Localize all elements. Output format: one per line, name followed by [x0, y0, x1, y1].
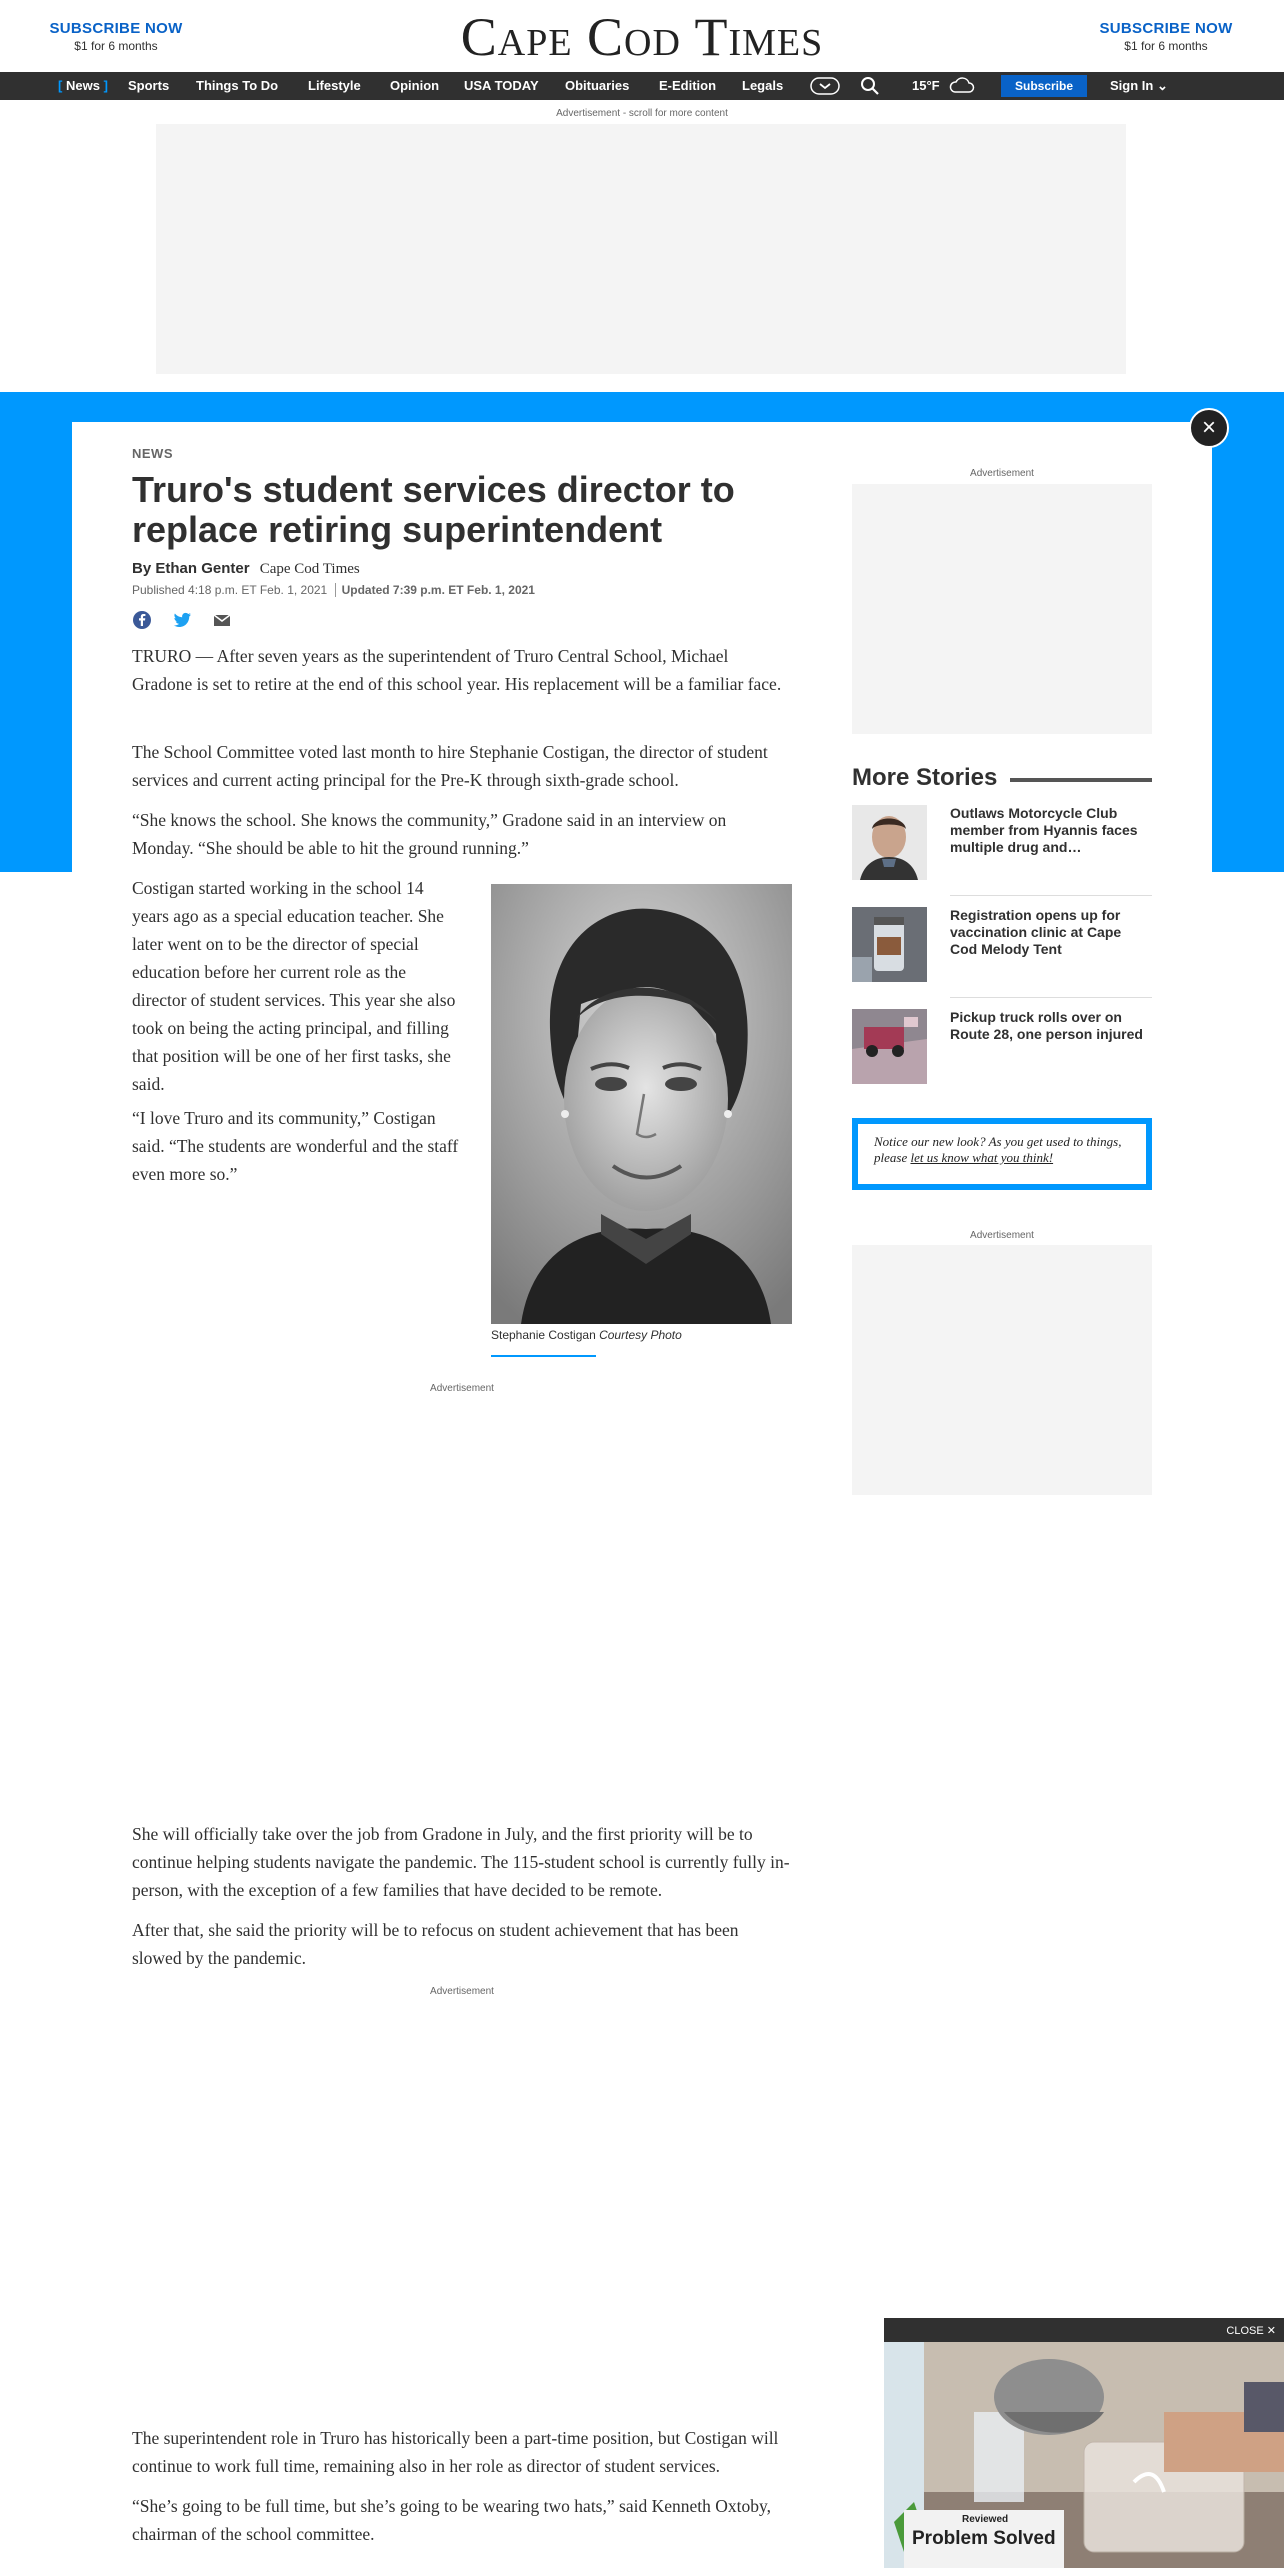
story-title[interactable]: Outlaws Motorcycle Club member from Hyannis faces multiple drug and… [950, 805, 1138, 855]
nav-item-e-edition[interactable]: E-Edition [659, 78, 717, 93]
close-icon[interactable]: ✕ [1266, 2325, 1276, 2337]
caption-divider [491, 1355, 596, 1357]
feedback-link[interactable]: let us know what you think! [910, 1150, 1054, 1165]
sidebar-ad-slot[interactable] [852, 1245, 1152, 1495]
ad-label: Advertisement [430, 1383, 494, 1394]
story-thumbnail[interactable] [852, 805, 927, 880]
article-paragraph: The School Committee voted last month to hire Stephanie Costigan, the director of student services and current acting principal for the Pre-K through sixth-grade school. [132, 742, 768, 790]
story-divider [950, 895, 1152, 896]
site-logo[interactable]: Cape Cod Times [460, 7, 824, 67]
article-paragraph: Costigan started working in the school 14 years ago as a special education teacher. She later went on to be the director of special education before her current role as the director of student services. This year she also took on being the acting principal, and filling that position will be one of her first tasks, she said. [132, 878, 456, 1094]
main-nav [0, 72, 1284, 100]
ad-label: Advertisement [970, 468, 1034, 479]
story-title[interactable]: Pickup truck rolls over on Route 28, one person injured [950, 1009, 1143, 1042]
video-player[interactable] [884, 2318, 1284, 2568]
subscribe-promo-title[interactable]: SUBSCRIBE NOW [49, 20, 183, 37]
weather-temp: 15°F [912, 78, 940, 93]
article-paragraph: The superintendent role in Truro has historically been a part-time position, but Costigan will continue to work full time, remaining also in her role as director of student services. [132, 2428, 779, 2476]
nav-item-things-to-do[interactable]: Things To Do [196, 78, 279, 93]
twitter-icon[interactable] [172, 610, 192, 630]
story-item[interactable] [852, 907, 1152, 1007]
video-frame[interactable] [884, 2342, 1284, 2568]
story-thumbnail[interactable] [852, 1009, 927, 1084]
article-paragraph: TRURO — After seven years as the superintendent of Truro Central School, Michael Gradone is set to retire at the end of this school year. His replacement will be a familiar face. [132, 646, 782, 694]
more-stories-title: More Stories [852, 764, 998, 791]
nav-item-usa-today[interactable]: USA TODAY [464, 78, 539, 93]
subscribe-promo-right[interactable] [1066, 20, 1266, 53]
video-player-bar [884, 2318, 1284, 2342]
published-date: Published 4:18 p.m. ET Feb. 1, 2021 [132, 583, 328, 597]
video-close-label[interactable]: CLOSE [1226, 2325, 1264, 2337]
story-item[interactable] [852, 805, 1152, 905]
subscribe-button[interactable]: Subscribe [1001, 75, 1087, 97]
article-paragraph: “She knows the school. She knows the community,” Gradone said in an interview on Monday. “She should be able to hit the ground running.” [132, 810, 727, 858]
more-menu-icon[interactable] [810, 76, 840, 101]
video-brand: Reviewed [962, 2514, 1009, 2525]
top-ad-slot[interactable] [156, 124, 1126, 374]
subscribe-promo-title[interactable]: SUBSCRIBE NOW [1099, 20, 1233, 37]
masthead [0, 0, 1284, 72]
ad-scroll-note: Advertisement - scroll for more content [556, 108, 728, 119]
nav-item-legals[interactable]: Legals [742, 78, 784, 93]
nav-item-label[interactable]: News [65, 78, 100, 93]
nav-item-opinion[interactable]: Opinion [390, 78, 440, 93]
nav-bracket-right: ] [103, 78, 108, 93]
weather-cloud-icon [948, 77, 976, 100]
more-stories-rule [1010, 778, 1152, 782]
story-title[interactable]: Registration opens up for vaccination clinic at Cape Cod Melody Tent [950, 907, 1122, 957]
author-name[interactable]: Ethan Genter [155, 560, 250, 577]
nav-item-news[interactable] [58, 72, 108, 100]
email-icon[interactable] [212, 610, 232, 630]
photo-caption [491, 1328, 682, 1342]
publication-name: Cape Cod Times [259, 561, 360, 577]
story-thumbnail[interactable] [852, 907, 927, 982]
article-paragraph: “I love Truro and its community,” Costigan said. “The students are wonderful and the staff even more so.” [132, 1108, 459, 1184]
ad-label: Advertisement [430, 1986, 494, 1997]
sign-in-label[interactable]: Sign In [1110, 78, 1154, 93]
subscribe-promo-sub: $1 for 6 months [74, 39, 158, 53]
feedback-text: Notice our new look? As you get used to things, please [874, 1134, 1122, 1165]
article-photo[interactable] [491, 884, 792, 1324]
photo-credit: Courtesy Photo [599, 1328, 682, 1342]
video-title: Problem Solved [912, 2528, 1056, 2549]
close-icon[interactable]: × [1189, 408, 1229, 448]
section-label[interactable]: NEWS [132, 446, 173, 461]
article-paragraph: “She’s going to be full time, but she’s going to be wearing two hats,” said Kenneth Oxtoby, chairman of the school committee. [132, 2496, 771, 2544]
article-dates [132, 583, 535, 597]
feedback-banner [852, 1118, 1152, 1190]
search-icon[interactable] [860, 76, 880, 101]
subscribe-promo-sub: $1 for 6 months [1124, 39, 1208, 53]
nav-item-obituaries[interactable]: Obituaries [565, 78, 630, 93]
sign-in-link[interactable] [1110, 72, 1168, 100]
article-paragraph: After that, she said the priority will be to refocus on student achievement that has been slowed by the pandemic. [132, 1920, 739, 1968]
sidebar-ad-slot[interactable] [852, 484, 1152, 734]
ad-label: Advertisement [970, 1230, 1034, 1241]
facebook-icon[interactable] [132, 610, 152, 630]
nav-item-lifestyle[interactable]: Lifestyle [308, 78, 361, 93]
caption-text: Stephanie Costigan [491, 1328, 596, 1342]
byline-prefix: By [132, 560, 152, 577]
story-divider [950, 997, 1152, 998]
video-close-button[interactable] [1226, 2324, 1276, 2337]
article-paragraph: She will officially take over the job from Gradone in July, and the first priority will be to continue helping students navigate the pandemic. The 115-student school is currently fully in-person, with the exception of a few families that have decided to be remote. [132, 1824, 790, 1900]
weather-widget[interactable] [912, 72, 940, 100]
byline [132, 560, 360, 578]
chevron-down-icon: ⌄ [1156, 78, 1168, 93]
story-item[interactable] [852, 1009, 1152, 1109]
nav-item-sports[interactable]: Sports [128, 78, 170, 93]
updated-date: Updated 7:39 p.m. ET Feb. 1, 2021 [335, 583, 535, 597]
article-headline: Truro's student services director to replace retiring superintendent [132, 469, 735, 550]
nav-bracket-left: [ [58, 78, 63, 93]
